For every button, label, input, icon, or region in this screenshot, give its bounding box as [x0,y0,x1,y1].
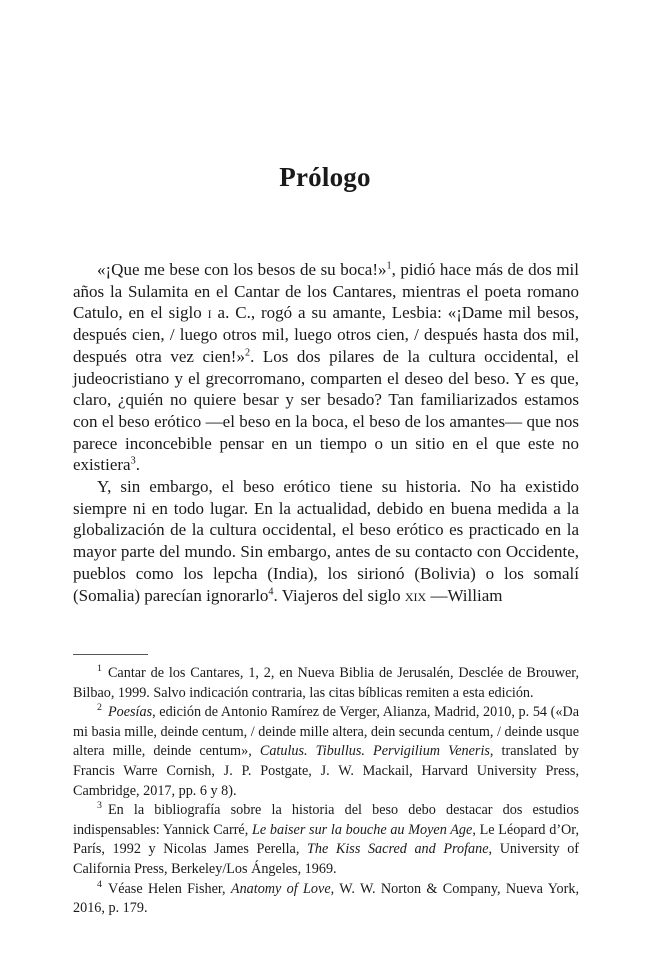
text-run: , W. W. Norton & Company, Nueva York, 2016, p. 179. [73,880,579,917]
footnote-ref-2[interactable]: 2 [244,347,251,359]
footnote-number: 3 [97,800,102,812]
italic-title: Le baiser sur la bouche au Moyen Age [251,821,473,838]
text-run: En la bibliografía sobre la historia del beso debo destacar dos estudios indispensables: Yannick Carré, [73,802,579,838]
footnote-number: 4 [97,878,102,890]
footnotes [73,664,579,919]
roman-numeral: xix [404,585,427,605]
footnote-number: 2 [97,702,102,714]
chapter-title: Prólogo [279,162,371,192]
text-run: , pidió hace más de dos mil años la Sulamita en el Cantar de los Cantares, mientras el poeta romano Catulo, en el siglo [73,260,579,323]
footnote-divider [73,654,148,655]
text-run: Y, sin embargo, el beso erótico tiene su historia. No ha existido siempre ni en todo lugar. En la actualidad, debido en buena medida a la globalización de la cultura occidental, el beso erótico es practicado en la mayor parte del mundo. Sin embargo, antes de su contacto con Occidente, pueblos como los lepcha (India), los sirionó (Bolivia) o los somalí (Somalia) parecían ignorarlo [73,477,579,605]
text-run: Cantar de los Cantares, 1, 2, en Nueva Biblia de Jerusalén, Desclée de Brouwer, Bilbao, 1999. Salvo indicación contraria, las citas bíblicas remiten a esta edición. [73,665,579,701]
text-run: , University of California Press, Berkeley/Los Ángeles, 1969. [73,841,580,877]
italic-title: Catulus. Tibullus. Pervigilium Veneris [259,743,490,760]
text-run: . [135,455,140,475]
text-run: . Viajeros del siglo [273,585,405,605]
paragraph-2 [73,476,579,606]
text-run: «¡Que me bese con los besos de su boca!» [97,260,387,279]
paragraph-1 [73,259,579,476]
italic-title: Poesías [107,704,153,721]
footnote-ref-4[interactable]: 4 [268,585,274,597]
footnote-2 [73,703,579,801]
text-run: , translated by Francis Warre Cornish, J. P. Postgate, J. W. Mackail, Harvard University Press, Cambridge, 2017, pp. 6 y 8). [73,743,580,799]
footnote-ref-3[interactable]: 3 [130,455,136,467]
body-text [73,259,579,606]
footnote-number: 1 [97,663,102,675]
text-run: , edición de Antonio Ramírez de Verger, Alianza, Madrid, 2010, p. 54 («Da mi basia mille, deinde centum, / deinde mille altera, dein secunda centum, / deinde usque altera mille, deinde centum», [73,704,579,760]
footnote-3 [73,801,579,879]
italic-title: The Kiss Sacred and Profane [307,841,489,858]
text-run: Véase Helen Fisher, [107,880,231,897]
text-run: —William [426,585,503,605]
roman-numeral: i [207,303,212,323]
footnote-ref-1[interactable]: 1 [386,260,392,272]
text-run: , Le Léopard d’Or, París, 1992 y Nicolas James Perella, [73,821,579,858]
italic-title: Anatomy of Love [230,880,331,897]
text-run: a. C., rogó a su amante, Lesbia: «¡Dame mil besos, después cien, / luego otros mil, luego otros cien, / después hasta dos mil, después otra vez cien!» [73,303,579,366]
footnote-1 [73,664,579,703]
text-run: . Los dos pilares de la cultura occidental, el judeocristiano y el grecorromano, comparten el deseo del beso. Y es que, claro, ¿quién no quiere besar y ser besado? Tan familiarizados estamos con el beso erótico —el beso en la boca, el beso de los amantes— que nos parece inconcebible pensar en un tiempo o un sitio en el que este no existiera [73,346,579,475]
footnote-4 [73,880,579,919]
